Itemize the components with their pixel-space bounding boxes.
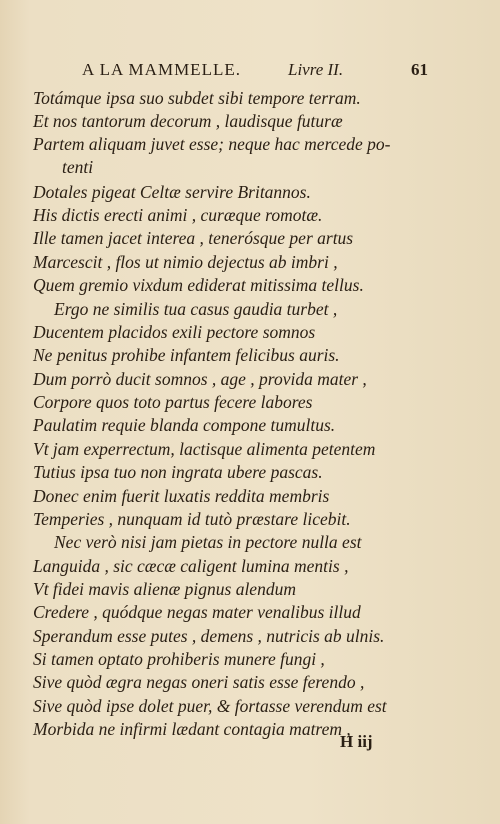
verse-line: tenti xyxy=(62,157,94,177)
running-title: A LA MAMMELLE. xyxy=(82,60,241,79)
verse-line: Si tamen optato prohiberis munere fungi , xyxy=(33,649,325,669)
verse-line: Sperandum esse putes , demens , nutricis ab ulnis. xyxy=(33,626,385,646)
signature-mark: H iij xyxy=(340,732,373,751)
book-number: Livre II. xyxy=(288,60,344,79)
verse-line: Totámque ipsa suo subdet sibi tempore terram. xyxy=(33,88,361,108)
verse-line: His dictis erecti animi , curæque romotæ. xyxy=(33,205,323,225)
verse-line: Corpore quos toto partus fecere labores xyxy=(33,392,313,412)
verse-line: Donec enim fuerit luxatis reddita membris xyxy=(33,486,330,506)
verse-line: Credere , quódque negas mater venalibus illud xyxy=(33,602,361,622)
verse-line: Et nos tantorum decorum , laudisque futuræ xyxy=(33,111,343,131)
verse-line: Temperies , nunquam id tutò præstare licebit. xyxy=(33,509,351,529)
verse-line: Morbida ne infirmi lædant contagia matrem , xyxy=(33,719,351,739)
verse-line: Tutius ipsa tuo non ingrata ubere pascas. xyxy=(33,462,323,482)
verse-line: Ducentem placidos exili pectore somnos xyxy=(33,322,316,342)
verse-line: Sive quòd ipse dolet puer, & fortasse verendum est xyxy=(33,696,387,716)
verse-line: Languida , sic cæcæ caligent lumina mentis , xyxy=(33,556,349,576)
verse-line: Ergo ne similis tua casus gaudia turbet , xyxy=(54,299,338,319)
verse-line: Dotales pigeat Celtæ servire Britannos. xyxy=(33,182,311,202)
verse-line: Paulatim requie blanda compone tumultus. xyxy=(33,415,336,435)
verse-line: Partem aliquam juvet esse; neque hac mercede po- xyxy=(33,134,391,154)
verse-line: Sive quòd ægra negas oneri satis esse ferendo , xyxy=(33,672,365,692)
verse-line: Ille tamen jacet interea , tenerósque per artus xyxy=(33,228,354,248)
verse-line: Nec verò nisi jam pietas in pectore nulla est xyxy=(54,532,362,552)
page-number: 61 xyxy=(411,60,428,79)
verse-line: Dum porrò ducit somnos , age , provida mater , xyxy=(33,369,367,389)
verse-line: Quem gremio vixdum ediderat mitissima tellus. xyxy=(33,275,364,295)
verse-line: Marcescit , flos ut nimio dejectus ab imbri , xyxy=(33,252,338,272)
verse-line: Vt fidei mavis alienæ pignus alendum xyxy=(33,579,296,599)
verse-line: Ne penitus prohibe infantem felicibus auris. xyxy=(33,345,340,365)
verse-line: Vt jam experrectum, lactisque alimenta petentem xyxy=(33,439,376,459)
